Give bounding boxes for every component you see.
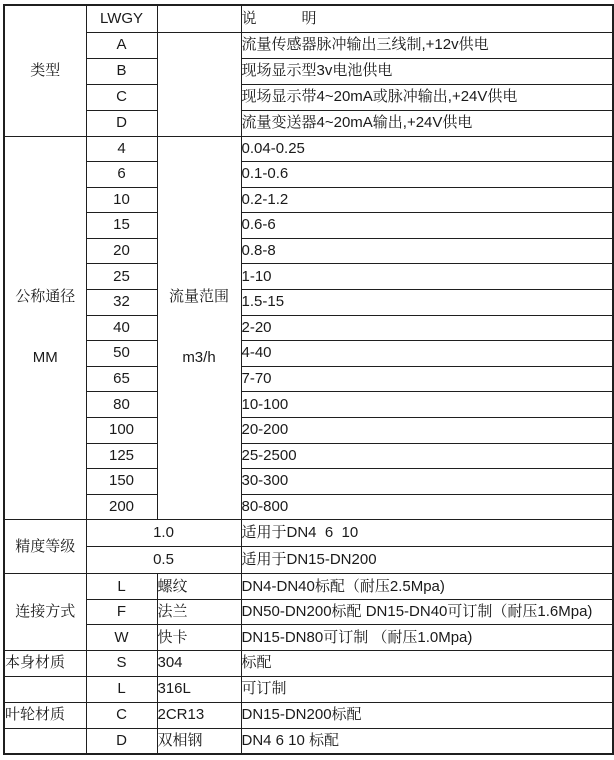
impeller-material-name: 双相钢 <box>157 728 241 754</box>
flow-range-value: 0.6-6 <box>241 213 613 239</box>
flow-range-label <box>157 136 241 520</box>
connection-name: 法兰 <box>157 599 241 625</box>
model-code-header: LWGY <box>86 5 157 32</box>
accuracy-section-label: 精度等级 <box>4 520 86 574</box>
type-desc: 流量传感器脉冲输出三线制,+12v供电 <box>241 32 613 58</box>
desc-header: 说 明 <box>241 5 613 32</box>
dn-value: 15 <box>86 213 157 239</box>
dn-value: 4 <box>86 136 157 162</box>
connection-code: F <box>86 599 157 625</box>
flow-range-value: 30-300 <box>241 469 613 495</box>
impeller-material-name: 2CR13 <box>157 702 241 728</box>
connection-name: 螺纹 <box>157 574 241 600</box>
body-material-empty-cell <box>4 676 86 702</box>
flow-range-value: 80-800 <box>241 494 613 520</box>
diameter-label-line2: MM <box>32 349 58 367</box>
flow-range-value: 10-100 <box>241 392 613 418</box>
flow-range-value: 0.04-0.25 <box>241 136 613 162</box>
accuracy-desc: 适用于DN4 6 10 <box>241 520 613 547</box>
type-code: C <box>86 84 157 110</box>
impeller-material-code: D <box>86 728 157 754</box>
type-section-label: 类型 <box>4 5 86 136</box>
impeller-material-section-label: 叶轮材质 <box>4 702 86 728</box>
accuracy-value: 0.5 <box>86 547 241 574</box>
type-code: D <box>86 110 157 136</box>
body-material-code: S <box>86 650 157 676</box>
connection-name: 快卡 <box>157 625 241 651</box>
flow-range-value: 0.8-8 <box>241 238 613 264</box>
type-empty-cell <box>157 32 241 136</box>
type-desc: 现场显示带4~20mA或脉冲输出,+24V供电 <box>241 84 613 110</box>
connection-code: L <box>86 574 157 600</box>
connection-desc: DN50-DN200标配 DN15-DN40可订制（耐压1.6Mpa) <box>241 599 613 625</box>
flow-range-value: 7-70 <box>241 366 613 392</box>
dn-value: 200 <box>86 494 157 520</box>
flow-range-label-line1: 流量范围 <box>168 288 229 306</box>
type-desc: 现场显示型3v电池供电 <box>241 58 613 84</box>
body-material-name: 316L <box>157 676 241 702</box>
type-code: B <box>86 58 157 84</box>
flow-range-value: 1.5-15 <box>241 290 613 316</box>
dn-value: 25 <box>86 264 157 290</box>
type-code: A <box>86 32 157 58</box>
body-material-desc: 可订制 <box>241 676 613 702</box>
impeller-material-empty-cell <box>4 728 86 754</box>
diameter-label-line1: 公称通径 <box>15 288 76 306</box>
dn-value: 32 <box>86 290 157 316</box>
impeller-material-code: C <box>86 702 157 728</box>
dn-value: 10 <box>86 187 157 213</box>
flow-range-value: 1-10 <box>241 264 613 290</box>
body-material-section-label: 本身材质 <box>4 650 86 676</box>
connection-section-label: 连接方式 <box>4 574 86 651</box>
flow-range-value: 0.1-0.6 <box>241 162 613 188</box>
body-material-desc: 标配 <box>241 650 613 676</box>
flow-range-value: 0.2-1.2 <box>241 187 613 213</box>
diameter-section-label <box>4 136 86 520</box>
flow-range-label-line2: m3/h <box>182 349 216 367</box>
spec-table <box>3 4 614 755</box>
dn-value: 125 <box>86 443 157 469</box>
dn-value: 100 <box>86 418 157 444</box>
accuracy-desc: 适用于DN15-DN200 <box>241 547 613 574</box>
flow-range-value: 25-2500 <box>241 443 613 469</box>
connection-desc: DN15-DN80可订制 （耐压1.0Mpa) <box>241 625 613 651</box>
dn-value: 150 <box>86 469 157 495</box>
dn-value: 20 <box>86 238 157 264</box>
dn-value: 40 <box>86 315 157 341</box>
flow-range-value: 4-40 <box>241 341 613 367</box>
dn-value: 65 <box>86 366 157 392</box>
accuracy-value: 1.0 <box>86 520 241 547</box>
connection-desc: DN4-DN40标配（耐压2.5Mpa) <box>241 574 613 600</box>
flow-range-value: 20-200 <box>241 418 613 444</box>
header-empty-cell <box>157 5 241 32</box>
impeller-material-desc: DN15-DN200标配 <box>241 702 613 728</box>
dn-value: 80 <box>86 392 157 418</box>
dn-value: 6 <box>86 162 157 188</box>
flow-range-value: 2-20 <box>241 315 613 341</box>
type-desc: 流量变送器4~20mA输出,+24V供电 <box>241 110 613 136</box>
impeller-material-desc: DN4 6 10 标配 <box>241 728 613 754</box>
connection-code: W <box>86 625 157 651</box>
body-material-code: L <box>86 676 157 702</box>
dn-value: 50 <box>86 341 157 367</box>
body-material-name: 304 <box>157 650 241 676</box>
